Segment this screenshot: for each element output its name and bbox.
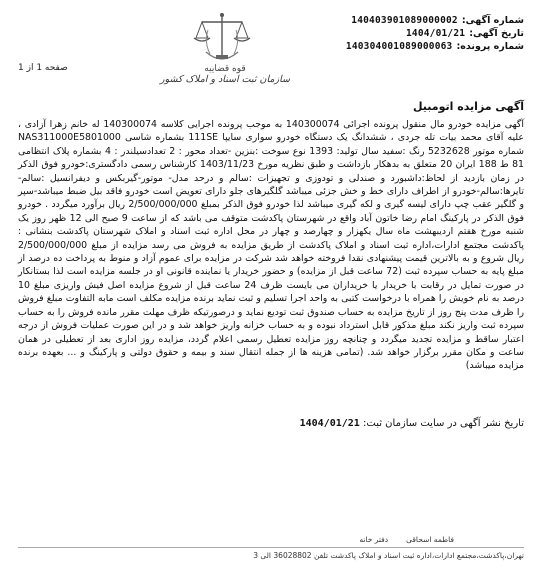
footer [18, 534, 524, 561]
signer-name: فاطمه اسحاقی [406, 535, 454, 544]
signer-role: دفتر خانه [359, 535, 389, 544]
registration-org-label: سازمان ثبت اسناد و املاک کشور [160, 74, 290, 85]
notice-meta [304, 14, 524, 53]
publish-label: تاریخ نشر آگهی در سایت سازمان ثبت: [363, 418, 524, 429]
notice-number-row [304, 14, 524, 27]
file-number-row [304, 40, 524, 53]
notice-date-row [304, 27, 524, 40]
notice-date-label: تاریخ آگهی: [469, 28, 524, 39]
notice-body: آگهی مزایده خودرو مال منقول پرونده اجرائی 140300074 به موجب پرونده اجرایی کلاسه 140300074 له خانم زهرا آزادی ، علیه آقای محمد بیات تله جردی ، ششدانگ یک دستگاه خودرو سواری سایپا 111SE بشماره شاسی NAS311000E5801000 شماره موتور 5232628 رنگ :سفید سال تولید: 1393 نوع سوخت :بنزین -تعداد محور : 2 تعدادسیلندر : 4 بشماره پلاک انتظامی 81 ط 188 ایران 20 متعلق به بدهکار بازداشت و طبق نظریه مورخ 1403/11/23 کارشناس رسمی دادگستری:خودرو فوق الذکر در زمان بازدید از لحاظ:داشبورد و صندلی و تودوزی و تجهیزات :سالم و درحد مدل- موتور-گیربکس و دیفرانسیل :سالم-تایرها:سالم-خودرو از اطراف دارای خط و خش جزئی میباشد گلگیرهای جلو دارای تعویض است خودرو فاقد بیل ضبط میباشد-سپر و گلگیر عقب چپ دارای لیسه گیری و لکه گیری میباشد لذا خودرو فوق الذکر بمبلغ 2/500/000/000 ریال برآورد میگردد . خودرو فوق الذکر در پارکینگ امام رضا خاتون آباد واقع در شهرستان پاکدشت متوقف می باشد که از ساعت 9 صبح الی 12 ظهر روز یک شنبه مورخ هفتم اردیبهشت ماه سال یکهزار و چهارصد و چهار در محل اداره ثبت اسناد و املاک شهرستان پاکدشت بنشانی : پاکدشت مجتمع ادارات،اداره ثبت اسناد و املاک پاکدشت از طریق مزایده به فروش می رسد مزایده از مبلغ 2/500/000/000 ریال شروع و به بالاترین قیمت پیشنهادی نقدا فروخته خواهد شد شرکت در مزایده برای عموم آزاد و منوط به پرداخت ده درصد از مبلغ پایه به حساب سپرده ثبت (72 ساعت قبل از مزایده) و حضور خریدار یا نماینده قانونی او در جلسه مزایده است لذا بستانکار در صورت تمایل در رقابت با خریدار یا خریداران می بایست ظرف 24 ساعت قبل از شروع مزایده اصل فیش واریزی مبلغ 10 درصد به نام خویش را همراه با درخواست کتبی به واحد اجرا تسلیم و ثبت نماید برنده مزایده مکلف است مابه التفاوت مبلغ فروش را ظرف مدت پنج روز از تاریخ مزایده به حساب صندوق ثبت تودیع نماید و درصورتیکه ظرف مهلت مقرر مانده فروش را به حساب سپرده ثبت واریز نکند مبلغ مذکور قابل استرداد نبوده و به حساب خزانه واریز خواهد شد و در این صورت عملیات فروش از درجه اعتبار ساقط و مزایده تجدید میگردد و چنانچه روز مزایده تعطیل رسمی اعلام گردد، مزایده روز اداری بعد از تعطیلی در همان ساعت و مکان مقرر برگزار خواهد شد. (تمامی هزینه ها از جمله انتقال سند و بیمه و حقوق دولتی و پارکینگ و ... بعهده برنده مزایده میباشد) [18, 119, 524, 372]
organization-name [140, 64, 310, 85]
office-address: تهران،پاکدشت،مجتمع ادارات،اداره ثبت اسناد و املاک پاکدشت تلفن 36028802 الی 3 [18, 547, 524, 561]
file-number-label: شماره پرونده: [456, 41, 524, 52]
judiciary-label: قوه قضاییه [204, 64, 246, 74]
notice-number-label: شماره آگهی: [461, 15, 524, 26]
page-number: صفحه 1 از 1 [18, 63, 68, 73]
file-number: 140304001089000063 [345, 41, 453, 52]
publish-info [300, 418, 524, 429]
notice-title: آگهی مزایده اتومبیل [412, 100, 524, 113]
publish-date: 1404/01/21 [299, 418, 360, 429]
signature-block [18, 534, 524, 545]
notice-number: 140403901089000002 [351, 15, 458, 26]
judiciary-emblem-icon [188, 8, 256, 68]
notice-date: 1404/01/21 [406, 28, 466, 39]
